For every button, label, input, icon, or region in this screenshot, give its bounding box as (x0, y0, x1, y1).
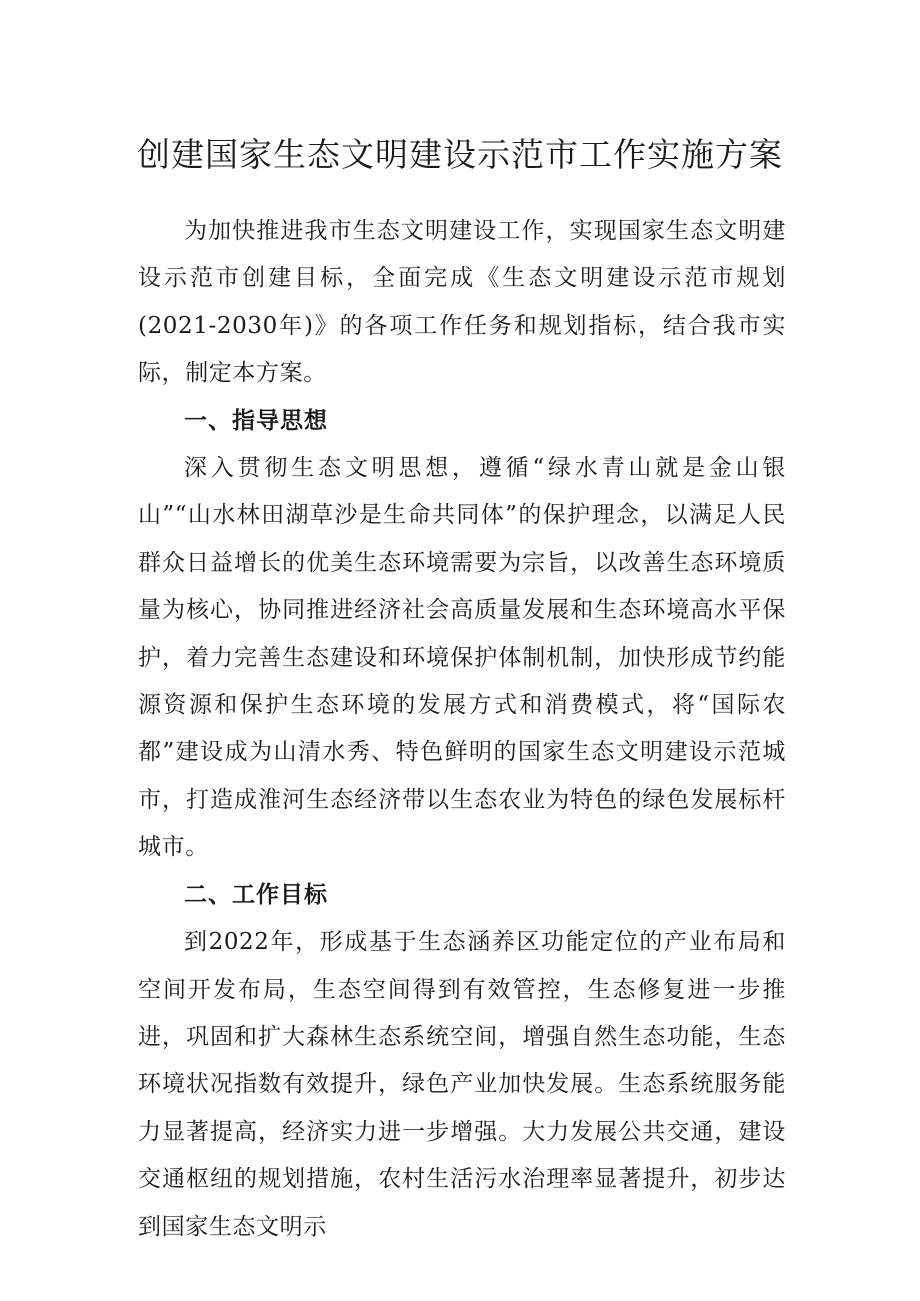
document-title: 创建国家生态文明建设示范市工作实施方案 (137, 135, 783, 174)
document-body (138, 208, 786, 1251)
section-heading-work-goals: 二、工作目标 (184, 881, 328, 908)
section-heading-guiding-ideology: 一、指导思想 (184, 407, 328, 434)
section-paragraph-guiding-ideology: 深入贯彻生态文明思想，遵循“绿水青山就是金山银山”“山水林田湖草沙是生命共同体”的保护理念，以满足人民群众日益增长的优美生态环境需要为宗旨，以改善生态环境质量为核心，协同推进经济社会高质量发展和生态环境高水平保护，着力完善生态建设和环境保护体制机制，加快形成节约能源资源和保护生态环境的发展方式和消费模式，将“国际农都”建设成为山清水秀、特色鲜明的国家生态文明建设示范城市，打造成淮河生态经济带以生态农业为特色的绿色发展标杆城市。 (138, 455, 786, 861)
intro-paragraph: 为加快推进我市生态文明建设工作，实现国家生态文明建设示范市创建目标，全面完成《生态文明建设示范市规划(2021-2030年)》的各项工作任务和规划指标，结合我市实际，制定本方案。 (138, 218, 786, 387)
section-paragraph-work-goals: 到2022年，形成基于生态涵养区功能定位的产业布局和空间开发布局，生态空间得到有效管控，生态修复进一步推进，巩固和扩大森林生态系统空间，增强自然生态功能，生态环境状况指数有效提升，绿色产业加快发展。生态系统服务能力显著提高，经济实力进一步增强。大力发展公共交通，建设交通枢纽的规划措施，农村生活污水治理率显著提升，初步达到国家生态文明示 (138, 929, 786, 1240)
